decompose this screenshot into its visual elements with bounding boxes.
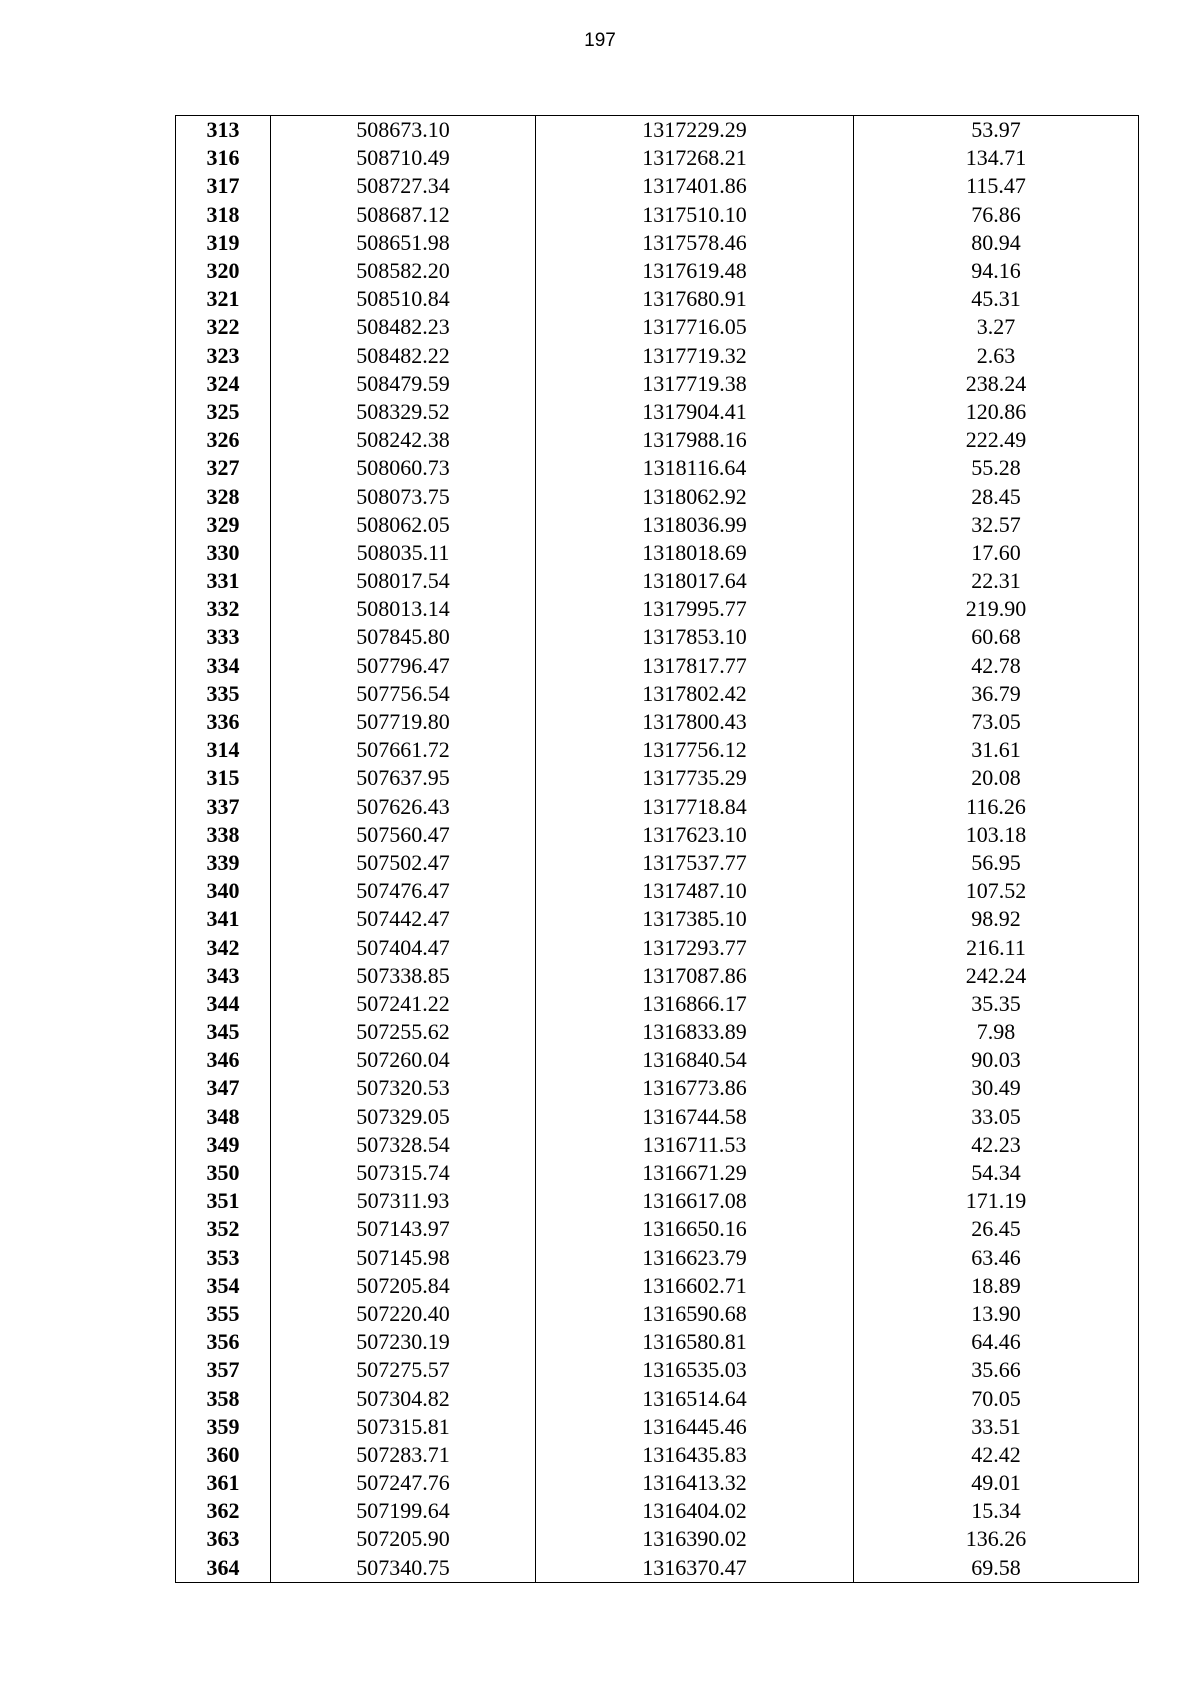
x-coordinate-cell: 507476.47 bbox=[271, 877, 536, 905]
point-id-cell: 323 bbox=[176, 342, 271, 370]
point-id-cell: 358 bbox=[176, 1384, 271, 1412]
distance-cell: 73.05 bbox=[854, 708, 1139, 736]
y-coordinate-cell: 1317817.77 bbox=[536, 652, 854, 680]
table-row bbox=[176, 1497, 1139, 1525]
x-coordinate-cell: 507320.53 bbox=[271, 1074, 536, 1102]
table-row bbox=[176, 229, 1139, 257]
x-coordinate-cell: 507442.47 bbox=[271, 905, 536, 933]
y-coordinate-cell: 1317756.12 bbox=[536, 736, 854, 764]
point-id-cell: 343 bbox=[176, 962, 271, 990]
point-id-cell: 357 bbox=[176, 1356, 271, 1384]
table-row bbox=[176, 1413, 1139, 1441]
y-coordinate-cell: 1316617.08 bbox=[536, 1187, 854, 1215]
x-coordinate-cell: 507719.80 bbox=[271, 708, 536, 736]
table-row bbox=[176, 1554, 1139, 1583]
y-coordinate-cell: 1317087.86 bbox=[536, 962, 854, 990]
x-coordinate-cell: 507340.75 bbox=[271, 1554, 536, 1583]
point-id-cell: 344 bbox=[176, 990, 271, 1018]
y-coordinate-cell: 1318018.69 bbox=[536, 539, 854, 567]
x-coordinate-cell: 507145.98 bbox=[271, 1244, 536, 1272]
x-coordinate-cell: 508651.98 bbox=[271, 229, 536, 257]
y-coordinate-cell: 1317853.10 bbox=[536, 623, 854, 651]
point-id-cell: 340 bbox=[176, 877, 271, 905]
table-row bbox=[176, 933, 1139, 961]
y-coordinate-cell: 1316671.29 bbox=[536, 1159, 854, 1187]
distance-cell: 15.34 bbox=[854, 1497, 1139, 1525]
distance-cell: 120.86 bbox=[854, 398, 1139, 426]
table-row bbox=[176, 793, 1139, 821]
point-id-cell: 362 bbox=[176, 1497, 271, 1525]
x-coordinate-cell: 507311.93 bbox=[271, 1187, 536, 1215]
table-row bbox=[176, 257, 1139, 285]
point-id-cell: 334 bbox=[176, 652, 271, 680]
x-coordinate-cell: 507205.84 bbox=[271, 1272, 536, 1300]
x-coordinate-cell: 507205.90 bbox=[271, 1525, 536, 1553]
point-id-cell: 315 bbox=[176, 764, 271, 792]
x-coordinate-cell: 508482.23 bbox=[271, 313, 536, 341]
point-id-cell: 350 bbox=[176, 1159, 271, 1187]
distance-cell: 90.03 bbox=[854, 1046, 1139, 1074]
distance-cell: 103.18 bbox=[854, 821, 1139, 849]
x-coordinate-cell: 507143.97 bbox=[271, 1215, 536, 1243]
distance-cell: 55.28 bbox=[854, 454, 1139, 482]
table-row bbox=[176, 285, 1139, 313]
point-id-cell: 314 bbox=[176, 736, 271, 764]
x-coordinate-cell: 507247.76 bbox=[271, 1469, 536, 1497]
point-id-cell: 332 bbox=[176, 595, 271, 623]
y-coordinate-cell: 1316445.46 bbox=[536, 1413, 854, 1441]
distance-cell: 28.45 bbox=[854, 482, 1139, 510]
x-coordinate-cell: 507637.95 bbox=[271, 764, 536, 792]
table-row bbox=[176, 1384, 1139, 1412]
table-row bbox=[176, 1103, 1139, 1131]
table-row bbox=[176, 144, 1139, 172]
y-coordinate-cell: 1317623.10 bbox=[536, 821, 854, 849]
point-id-cell: 338 bbox=[176, 821, 271, 849]
x-coordinate-cell: 508062.05 bbox=[271, 511, 536, 539]
y-coordinate-cell: 1317995.77 bbox=[536, 595, 854, 623]
point-id-cell: 321 bbox=[176, 285, 271, 313]
x-coordinate-cell: 507338.85 bbox=[271, 962, 536, 990]
x-coordinate-cell: 508017.54 bbox=[271, 567, 536, 595]
y-coordinate-cell: 1316866.17 bbox=[536, 990, 854, 1018]
y-coordinate-cell: 1317719.38 bbox=[536, 370, 854, 398]
coordinates-table bbox=[175, 115, 1139, 1583]
y-coordinate-cell: 1317680.91 bbox=[536, 285, 854, 313]
table-row bbox=[176, 172, 1139, 200]
distance-cell: 54.34 bbox=[854, 1159, 1139, 1187]
point-id-cell: 354 bbox=[176, 1272, 271, 1300]
distance-cell: 2.63 bbox=[854, 342, 1139, 370]
distance-cell: 136.26 bbox=[854, 1525, 1139, 1553]
point-id-cell: 341 bbox=[176, 905, 271, 933]
distance-cell: 35.66 bbox=[854, 1356, 1139, 1384]
table-row bbox=[176, 1046, 1139, 1074]
x-coordinate-cell: 507796.47 bbox=[271, 652, 536, 680]
y-coordinate-cell: 1317802.42 bbox=[536, 680, 854, 708]
point-id-cell: 322 bbox=[176, 313, 271, 341]
x-coordinate-cell: 508035.11 bbox=[271, 539, 536, 567]
table-row bbox=[176, 1018, 1139, 1046]
x-coordinate-cell: 507304.82 bbox=[271, 1384, 536, 1412]
y-coordinate-cell: 1317578.46 bbox=[536, 229, 854, 257]
table-row bbox=[176, 680, 1139, 708]
table-row bbox=[176, 877, 1139, 905]
y-coordinate-cell: 1316833.89 bbox=[536, 1018, 854, 1046]
x-coordinate-cell: 507404.47 bbox=[271, 933, 536, 961]
distance-cell: 219.90 bbox=[854, 595, 1139, 623]
point-id-cell: 348 bbox=[176, 1103, 271, 1131]
y-coordinate-cell: 1317487.10 bbox=[536, 877, 854, 905]
y-coordinate-cell: 1317401.86 bbox=[536, 172, 854, 200]
table-row bbox=[176, 1215, 1139, 1243]
point-id-cell: 329 bbox=[176, 511, 271, 539]
point-id-cell: 360 bbox=[176, 1441, 271, 1469]
table-row bbox=[176, 116, 1139, 145]
distance-cell: 17.60 bbox=[854, 539, 1139, 567]
y-coordinate-cell: 1316390.02 bbox=[536, 1525, 854, 1553]
x-coordinate-cell: 508710.49 bbox=[271, 144, 536, 172]
table-row bbox=[176, 764, 1139, 792]
y-coordinate-cell: 1316623.79 bbox=[536, 1244, 854, 1272]
point-id-cell: 339 bbox=[176, 849, 271, 877]
table-row bbox=[176, 652, 1139, 680]
point-id-cell: 364 bbox=[176, 1554, 271, 1583]
page-number: 197 bbox=[584, 30, 616, 51]
y-coordinate-cell: 1317904.41 bbox=[536, 398, 854, 426]
table-row bbox=[176, 905, 1139, 933]
table-row bbox=[176, 595, 1139, 623]
x-coordinate-cell: 507626.43 bbox=[271, 793, 536, 821]
distance-cell: 216.11 bbox=[854, 933, 1139, 961]
point-id-cell: 313 bbox=[176, 116, 271, 145]
y-coordinate-cell: 1316514.64 bbox=[536, 1384, 854, 1412]
x-coordinate-cell: 507315.74 bbox=[271, 1159, 536, 1187]
x-coordinate-cell: 508687.12 bbox=[271, 201, 536, 229]
x-coordinate-cell: 507756.54 bbox=[271, 680, 536, 708]
distance-cell: 3.27 bbox=[854, 313, 1139, 341]
distance-cell: 53.97 bbox=[854, 116, 1139, 145]
point-id-cell: 336 bbox=[176, 708, 271, 736]
table-row bbox=[176, 1441, 1139, 1469]
point-id-cell: 330 bbox=[176, 539, 271, 567]
table-row bbox=[176, 1272, 1139, 1300]
x-coordinate-cell: 507502.47 bbox=[271, 849, 536, 877]
y-coordinate-cell: 1318036.99 bbox=[536, 511, 854, 539]
table-row bbox=[176, 623, 1139, 651]
table-row bbox=[176, 821, 1139, 849]
point-id-cell: 353 bbox=[176, 1244, 271, 1272]
distance-cell: 70.05 bbox=[854, 1384, 1139, 1412]
table-row bbox=[176, 511, 1139, 539]
point-id-cell: 320 bbox=[176, 257, 271, 285]
distance-cell: 7.98 bbox=[854, 1018, 1139, 1046]
point-id-cell: 327 bbox=[176, 454, 271, 482]
x-coordinate-cell: 507199.64 bbox=[271, 1497, 536, 1525]
x-coordinate-cell: 507315.81 bbox=[271, 1413, 536, 1441]
table-row bbox=[176, 1159, 1139, 1187]
table-row bbox=[176, 567, 1139, 595]
distance-cell: 242.24 bbox=[854, 962, 1139, 990]
point-id-cell: 352 bbox=[176, 1215, 271, 1243]
table-row bbox=[176, 454, 1139, 482]
table-row bbox=[176, 1074, 1139, 1102]
x-coordinate-cell: 507283.71 bbox=[271, 1441, 536, 1469]
y-coordinate-cell: 1318017.64 bbox=[536, 567, 854, 595]
distance-cell: 22.31 bbox=[854, 567, 1139, 595]
distance-cell: 31.61 bbox=[854, 736, 1139, 764]
table-row bbox=[176, 370, 1139, 398]
table-row bbox=[176, 849, 1139, 877]
point-id-cell: 351 bbox=[176, 1187, 271, 1215]
distance-cell: 13.90 bbox=[854, 1300, 1139, 1328]
x-coordinate-cell: 508013.14 bbox=[271, 595, 536, 623]
table-row bbox=[176, 201, 1139, 229]
point-id-cell: 346 bbox=[176, 1046, 271, 1074]
table-row bbox=[176, 1244, 1139, 1272]
distance-cell: 32.57 bbox=[854, 511, 1139, 539]
distance-cell: 94.16 bbox=[854, 257, 1139, 285]
distance-cell: 238.24 bbox=[854, 370, 1139, 398]
point-id-cell: 355 bbox=[176, 1300, 271, 1328]
distance-cell: 42.78 bbox=[854, 652, 1139, 680]
distance-cell: 134.71 bbox=[854, 144, 1139, 172]
x-coordinate-cell: 507661.72 bbox=[271, 736, 536, 764]
distance-cell: 107.52 bbox=[854, 877, 1139, 905]
point-id-cell: 349 bbox=[176, 1131, 271, 1159]
y-coordinate-cell: 1316580.81 bbox=[536, 1328, 854, 1356]
y-coordinate-cell: 1316404.02 bbox=[536, 1497, 854, 1525]
y-coordinate-cell: 1317800.43 bbox=[536, 708, 854, 736]
table-row bbox=[176, 1300, 1139, 1328]
point-id-cell: 342 bbox=[176, 933, 271, 961]
table-row bbox=[176, 1469, 1139, 1497]
table-row bbox=[176, 539, 1139, 567]
table-row bbox=[176, 398, 1139, 426]
x-coordinate-cell: 508482.22 bbox=[271, 342, 536, 370]
x-coordinate-cell: 508582.20 bbox=[271, 257, 536, 285]
distance-cell: 171.19 bbox=[854, 1187, 1139, 1215]
x-coordinate-cell: 508510.84 bbox=[271, 285, 536, 313]
point-id-cell: 361 bbox=[176, 1469, 271, 1497]
point-id-cell: 325 bbox=[176, 398, 271, 426]
distance-cell: 116.26 bbox=[854, 793, 1139, 821]
distance-cell: 64.46 bbox=[854, 1328, 1139, 1356]
distance-cell: 80.94 bbox=[854, 229, 1139, 257]
point-id-cell: 316 bbox=[176, 144, 271, 172]
x-coordinate-cell: 508673.10 bbox=[271, 116, 536, 145]
y-coordinate-cell: 1316711.53 bbox=[536, 1131, 854, 1159]
x-coordinate-cell: 507220.40 bbox=[271, 1300, 536, 1328]
x-coordinate-cell: 507230.19 bbox=[271, 1328, 536, 1356]
distance-cell: 36.79 bbox=[854, 680, 1139, 708]
x-coordinate-cell: 508073.75 bbox=[271, 482, 536, 510]
x-coordinate-cell: 508329.52 bbox=[271, 398, 536, 426]
y-coordinate-cell: 1316370.47 bbox=[536, 1554, 854, 1583]
table-row bbox=[176, 1187, 1139, 1215]
table-row bbox=[176, 313, 1139, 341]
point-id-cell: 317 bbox=[176, 172, 271, 200]
x-coordinate-cell: 507329.05 bbox=[271, 1103, 536, 1131]
distance-cell: 49.01 bbox=[854, 1469, 1139, 1497]
table-row bbox=[176, 482, 1139, 510]
table-row bbox=[176, 708, 1139, 736]
table-row bbox=[176, 736, 1139, 764]
x-coordinate-cell: 508727.34 bbox=[271, 172, 536, 200]
y-coordinate-cell: 1317385.10 bbox=[536, 905, 854, 933]
distance-cell: 98.92 bbox=[854, 905, 1139, 933]
distance-cell: 33.05 bbox=[854, 1103, 1139, 1131]
point-id-cell: 345 bbox=[176, 1018, 271, 1046]
point-id-cell: 356 bbox=[176, 1328, 271, 1356]
distance-cell: 20.08 bbox=[854, 764, 1139, 792]
table-row bbox=[176, 962, 1139, 990]
y-coordinate-cell: 1317719.32 bbox=[536, 342, 854, 370]
distance-cell: 45.31 bbox=[854, 285, 1139, 313]
point-id-cell: 328 bbox=[176, 482, 271, 510]
point-id-cell: 363 bbox=[176, 1525, 271, 1553]
point-id-cell: 347 bbox=[176, 1074, 271, 1102]
distance-cell: 26.45 bbox=[854, 1215, 1139, 1243]
table-row bbox=[176, 342, 1139, 370]
y-coordinate-cell: 1317988.16 bbox=[536, 426, 854, 454]
y-coordinate-cell: 1317293.77 bbox=[536, 933, 854, 961]
distance-cell: 33.51 bbox=[854, 1413, 1139, 1441]
y-coordinate-cell: 1316840.54 bbox=[536, 1046, 854, 1074]
y-coordinate-cell: 1316435.83 bbox=[536, 1441, 854, 1469]
coordinates-table-body bbox=[176, 116, 1139, 1583]
y-coordinate-cell: 1317718.84 bbox=[536, 793, 854, 821]
y-coordinate-cell: 1317510.10 bbox=[536, 201, 854, 229]
distance-cell: 42.23 bbox=[854, 1131, 1139, 1159]
distance-cell: 60.68 bbox=[854, 623, 1139, 651]
table-row bbox=[176, 1131, 1139, 1159]
x-coordinate-cell: 507255.62 bbox=[271, 1018, 536, 1046]
y-coordinate-cell: 1316602.71 bbox=[536, 1272, 854, 1300]
table-row bbox=[176, 426, 1139, 454]
point-id-cell: 359 bbox=[176, 1413, 271, 1441]
point-id-cell: 319 bbox=[176, 229, 271, 257]
x-coordinate-cell: 508060.73 bbox=[271, 454, 536, 482]
distance-cell: 42.42 bbox=[854, 1441, 1139, 1469]
point-id-cell: 337 bbox=[176, 793, 271, 821]
table-row bbox=[176, 990, 1139, 1018]
y-coordinate-cell: 1318116.64 bbox=[536, 454, 854, 482]
y-coordinate-cell: 1317537.77 bbox=[536, 849, 854, 877]
distance-cell: 69.58 bbox=[854, 1554, 1139, 1583]
y-coordinate-cell: 1317268.21 bbox=[536, 144, 854, 172]
y-coordinate-cell: 1317735.29 bbox=[536, 764, 854, 792]
distance-cell: 35.35 bbox=[854, 990, 1139, 1018]
x-coordinate-cell: 507845.80 bbox=[271, 623, 536, 651]
distance-cell: 30.49 bbox=[854, 1074, 1139, 1102]
x-coordinate-cell: 508479.59 bbox=[271, 370, 536, 398]
x-coordinate-cell: 507260.04 bbox=[271, 1046, 536, 1074]
distance-cell: 76.86 bbox=[854, 201, 1139, 229]
table-row bbox=[176, 1525, 1139, 1553]
y-coordinate-cell: 1317229.29 bbox=[536, 116, 854, 145]
y-coordinate-cell: 1317716.05 bbox=[536, 313, 854, 341]
distance-cell: 115.47 bbox=[854, 172, 1139, 200]
x-coordinate-cell: 507241.22 bbox=[271, 990, 536, 1018]
x-coordinate-cell: 507328.54 bbox=[271, 1131, 536, 1159]
distance-cell: 18.89 bbox=[854, 1272, 1139, 1300]
x-coordinate-cell: 507560.47 bbox=[271, 821, 536, 849]
point-id-cell: 333 bbox=[176, 623, 271, 651]
table-row bbox=[176, 1356, 1139, 1384]
point-id-cell: 318 bbox=[176, 201, 271, 229]
y-coordinate-cell: 1317619.48 bbox=[536, 257, 854, 285]
y-coordinate-cell: 1316744.58 bbox=[536, 1103, 854, 1131]
x-coordinate-cell: 508242.38 bbox=[271, 426, 536, 454]
point-id-cell: 324 bbox=[176, 370, 271, 398]
point-id-cell: 331 bbox=[176, 567, 271, 595]
distance-cell: 56.95 bbox=[854, 849, 1139, 877]
point-id-cell: 326 bbox=[176, 426, 271, 454]
y-coordinate-cell: 1316590.68 bbox=[536, 1300, 854, 1328]
y-coordinate-cell: 1316773.86 bbox=[536, 1074, 854, 1102]
distance-cell: 222.49 bbox=[854, 426, 1139, 454]
x-coordinate-cell: 507275.57 bbox=[271, 1356, 536, 1384]
distance-cell: 63.46 bbox=[854, 1244, 1139, 1272]
y-coordinate-cell: 1316650.16 bbox=[536, 1215, 854, 1243]
point-id-cell: 335 bbox=[176, 680, 271, 708]
y-coordinate-cell: 1316413.32 bbox=[536, 1469, 854, 1497]
table-row bbox=[176, 1328, 1139, 1356]
y-coordinate-cell: 1318062.92 bbox=[536, 482, 854, 510]
y-coordinate-cell: 1316535.03 bbox=[536, 1356, 854, 1384]
